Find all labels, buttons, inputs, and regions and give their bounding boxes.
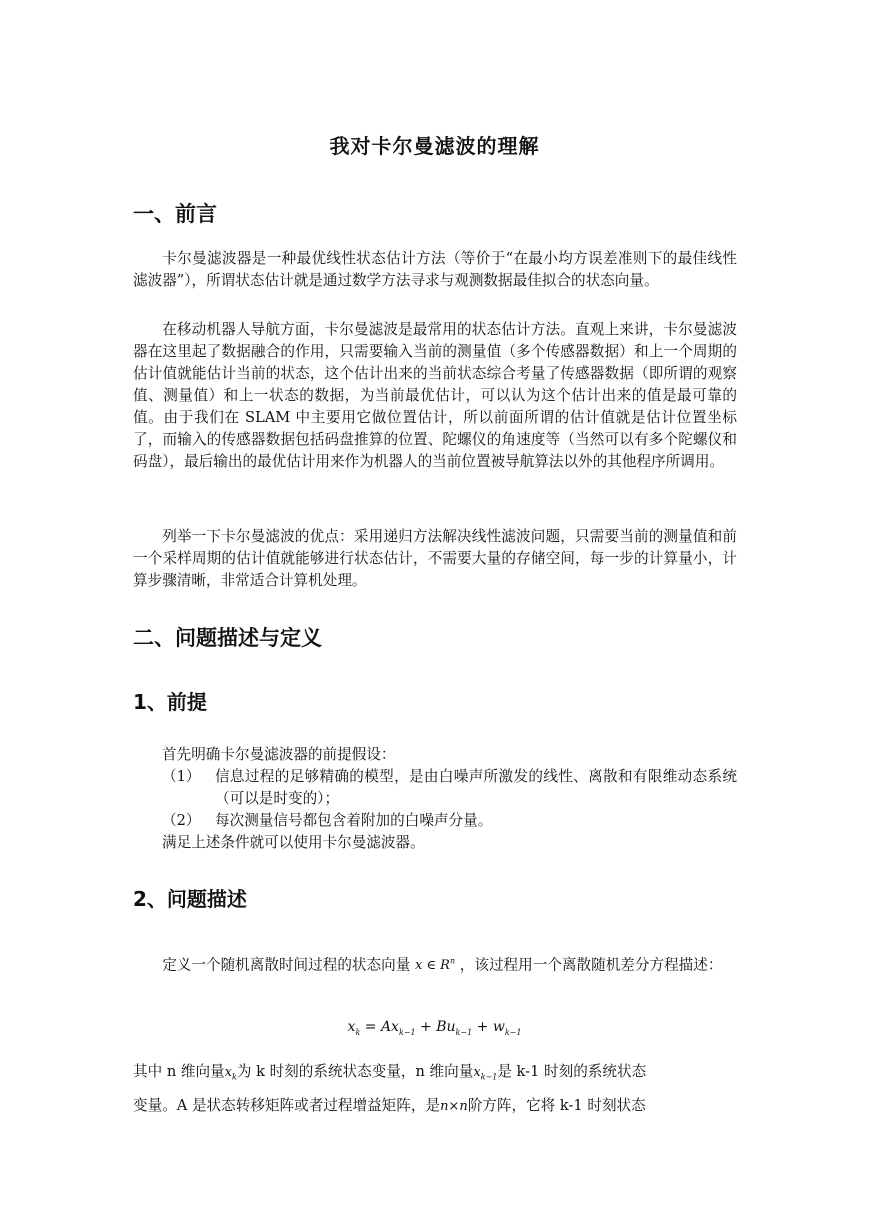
premise-outro: 满足上述条件就可以使用卡尔曼滤波器。 <box>162 834 425 851</box>
explanation-text-b: 为 k 时刻的系统状态变量，n 维向量 <box>236 1063 474 1080</box>
explanation-text-a: 其中 n 维向量 <box>133 1063 225 1080</box>
state-vector-math <box>415 958 455 973</box>
explanation-text-d: 变量。A 是状态转移矩阵或者过程增益矩阵，是 <box>133 1097 441 1114</box>
definition-paragraph <box>133 947 737 981</box>
premise-intro: 首先明确卡尔曼滤波器的前提假设： <box>162 746 396 763</box>
equation-x: x <box>347 1019 356 1035</box>
document-title: 我对卡尔曼滤波的理解 <box>329 134 540 158</box>
paragraph-advantages: 列举一下卡尔曼滤波的优点：采用递归方法解决线性滤波问题，只需要当前的测量值和前一个采样周期的估计值就能够进行状态估计，不需要大量的存储空间，每一步的计算量小，计算步骤清晰，非常适合计算机处理。 <box>133 528 737 589</box>
explanation-text-c: 是 k-1 时刻的系统状态 <box>497 1063 647 1080</box>
section-heading-problem: 二、问题描述与定义 <box>133 626 322 650</box>
state-vector-symbol: x ∈ R <box>414 958 450 974</box>
paragraph-intro: 卡尔曼滤波器是一种最优线性状态估计方法（等价于“在最小均方误差准则下的最佳线性滤波器”），所谓状态估计就是通过数学方法寻求与观测数据最佳拟合的状态向量。 <box>133 250 737 289</box>
section-heading-preface: 一、前言 <box>133 202 217 226</box>
explanation-line-2 <box>133 1091 737 1122</box>
matrix-size-math: n×n <box>440 1099 468 1114</box>
list-text: 每次测量信号都包含着附加的白噪声分量。 <box>215 812 493 829</box>
explanation-text-e: 阶方阵，它将 k-1 时刻状态 <box>467 1097 646 1114</box>
definition-text-b: ，该过程用一个离散随机差分方程描述： <box>459 956 723 974</box>
list-text: 信息过程的足够精确的模型，是由白噪声所激发的线性、离散和有限维动态系统（可以是时变的）； <box>215 768 737 807</box>
definition-text-a: 定义一个随机离散时间过程的状态向量 <box>162 956 411 974</box>
paragraph-navigation: 在移动机器人导航方面，卡尔曼滤波是最常用的状态估计方法。直观上来讲，卡尔曼滤波器在这里起了数据融合的作用，只需要输入当前的测量值（多个传感器数据）和上一个周期的估计值就能估计当前的状态，这个估计出来的当前状态综合考量了传感器数据（即所谓的观察值、测量值）和上一状态的数据，为当前最优估计，可以认为这个估计出来的值是最可靠的值。由于我们在 SLAM 中主要用它做位置估计，所以前面所谓的估计值就是估计位置坐标了，而输入的传感器数据包括码盘推算的位置、陀螺仪的角速度等（当然可以有多个陀螺仪和码盘），最后输出的最优估计用来作为机器人的当前位置被导航算法以外的其他程序所调用。 <box>133 321 737 470</box>
subsection-heading-premise: 1、前提 <box>133 690 207 714</box>
list-number: （1） <box>162 768 201 785</box>
dimension-superscript: n <box>449 957 456 966</box>
state-equation: $x_k = Ax_{k-1} + Bu_{k-1} + w_{k-1}$ <box>347 1019 522 1037</box>
list-number: （2） <box>162 812 201 829</box>
explanation-line-1: 其中 n 维向量$x_k$为 k 时刻的系统状态变量，n 维向量$x_{k-1}$是 k-1 时刻的系统状态 <box>133 1063 647 1082</box>
subsection-heading-description: 2、问题描述 <box>133 887 247 911</box>
